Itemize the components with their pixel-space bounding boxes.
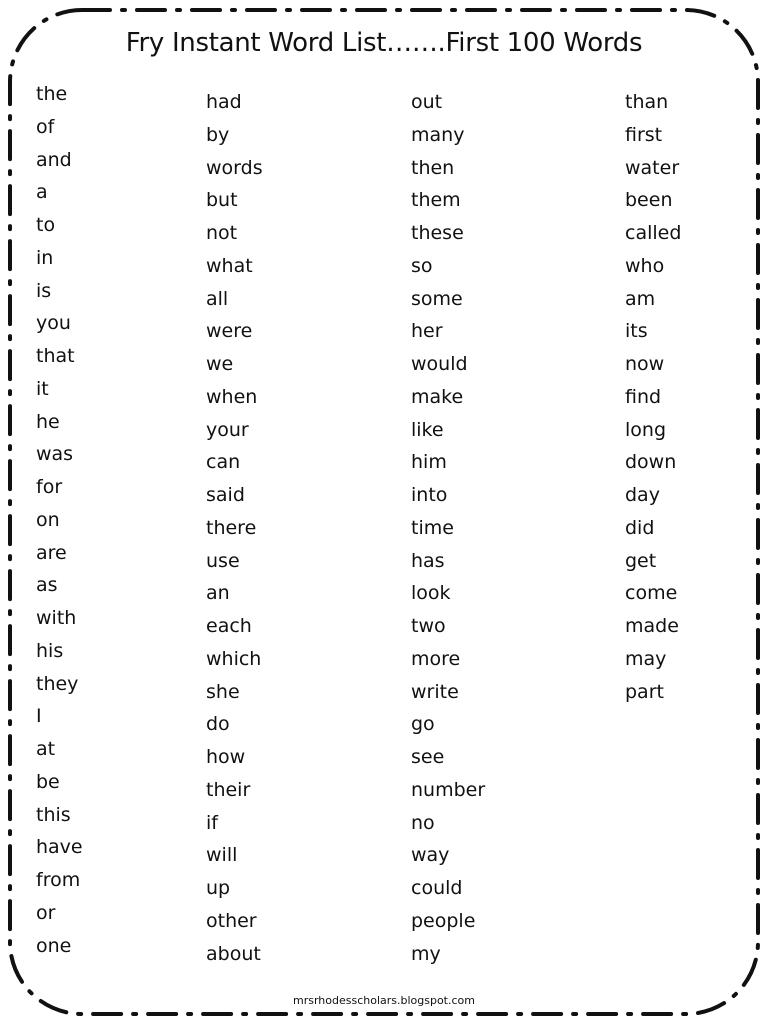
word-item: you — [36, 312, 71, 335]
word-item: for — [36, 476, 63, 498]
word-item: are — [36, 541, 67, 564]
word-item: it — [36, 377, 49, 400]
word-item: his — [36, 639, 64, 662]
word-item: day — [625, 484, 660, 506]
word-item: in — [36, 246, 54, 269]
word-item: first — [625, 123, 663, 146]
word-item: have — [36, 836, 83, 859]
word-item: one — [36, 934, 72, 957]
page-title: Fry Instant Word List…….First 100 Words — [125, 28, 643, 58]
word-item: down — [625, 451, 677, 474]
word-item: your — [206, 418, 249, 441]
word-item: many — [411, 123, 465, 146]
word-item: other — [206, 909, 257, 932]
word-item: had — [206, 91, 242, 113]
word-item: has — [411, 549, 445, 572]
word-item: her — [411, 320, 443, 343]
word-item: by — [206, 123, 230, 146]
word-item: they — [36, 672, 79, 695]
word-item: two — [411, 615, 446, 637]
word-item: there — [206, 516, 257, 539]
word-column-3 — [411, 86, 485, 970]
word-item: number — [411, 778, 486, 801]
word-item: do — [206, 713, 230, 736]
word-item: him — [411, 451, 447, 474]
word-item: its — [625, 320, 648, 343]
word-item: part — [625, 680, 664, 703]
word-item: who — [625, 254, 665, 277]
word-item: that — [36, 345, 75, 367]
word-item: no — [411, 811, 435, 834]
word-item: he — [36, 410, 60, 433]
word-item: way — [411, 844, 450, 867]
word-item: look — [411, 582, 451, 605]
word-item: on — [36, 508, 60, 531]
word-item: these — [411, 222, 464, 244]
word-item: this — [36, 803, 71, 826]
word-item: water — [625, 156, 680, 179]
word-item: did — [625, 516, 655, 539]
word-item: which — [206, 647, 262, 670]
word-item: a — [36, 181, 48, 204]
word-item: more — [411, 647, 461, 670]
word-item: long — [625, 418, 667, 441]
word-item: with — [36, 607, 77, 629]
word-item: of — [36, 115, 55, 138]
word-item: than — [625, 91, 669, 113]
word-item: or — [36, 901, 56, 924]
word-item: called — [625, 222, 682, 244]
word-item: but — [206, 189, 238, 212]
word-item: their — [206, 778, 251, 801]
word-item: at — [36, 738, 56, 760]
word-item: so — [411, 254, 433, 277]
word-item: and — [36, 148, 72, 171]
word-item: an — [206, 582, 230, 605]
word-item: am — [625, 287, 656, 310]
word-item: how — [206, 746, 246, 768]
word-item: the — [36, 83, 68, 105]
word-column-1 — [36, 78, 83, 962]
word-item: people — [411, 909, 476, 932]
word-item: said — [206, 484, 245, 506]
word-item: write — [411, 680, 459, 703]
word-item: get — [625, 549, 657, 572]
footer-url: mrsrhodesscholars.blogspot.com — [292, 994, 475, 1007]
word-item: may — [625, 647, 667, 670]
word-item: we — [206, 353, 234, 375]
word-item: she — [206, 680, 240, 703]
word-column-2 — [206, 86, 263, 970]
word-column-4 — [625, 86, 681, 708]
word-item: can — [206, 451, 241, 474]
word-item: come — [625, 582, 678, 605]
word-item: words — [206, 156, 263, 179]
word-item: some — [411, 287, 463, 310]
word-item: out — [411, 91, 443, 113]
word-item: all — [206, 287, 229, 310]
word-item: were — [206, 320, 253, 343]
word-item: be — [36, 770, 60, 793]
word-item: find — [625, 385, 662, 408]
word-item: make — [411, 385, 464, 408]
word-item: time — [411, 516, 454, 539]
word-item: like — [411, 418, 444, 441]
word-item: up — [206, 877, 231, 899]
word-item: will — [206, 844, 238, 867]
word-item: use — [206, 549, 240, 572]
word-item: about — [206, 942, 261, 965]
word-item: was — [36, 443, 74, 466]
word-item: see — [411, 746, 445, 768]
word-item: could — [411, 877, 463, 899]
word-item: now — [625, 353, 665, 375]
word-item: my — [411, 942, 441, 965]
word-item: them — [411, 189, 461, 212]
word-item: been — [625, 189, 673, 212]
word-item: not — [206, 222, 238, 244]
word-item: if — [206, 811, 218, 834]
word-item: then — [411, 156, 455, 179]
word-item: as — [36, 574, 58, 597]
word-item: what — [206, 254, 253, 277]
word-item: would — [411, 353, 468, 375]
word-item: each — [206, 615, 252, 637]
word-item: go — [411, 713, 435, 736]
word-item: when — [206, 385, 258, 408]
word-item: is — [36, 279, 52, 302]
word-item: made — [625, 615, 679, 637]
word-item: I — [36, 705, 42, 728]
word-item: from — [36, 869, 81, 891]
word-item: into — [411, 484, 448, 506]
word-item: to — [36, 214, 56, 236]
